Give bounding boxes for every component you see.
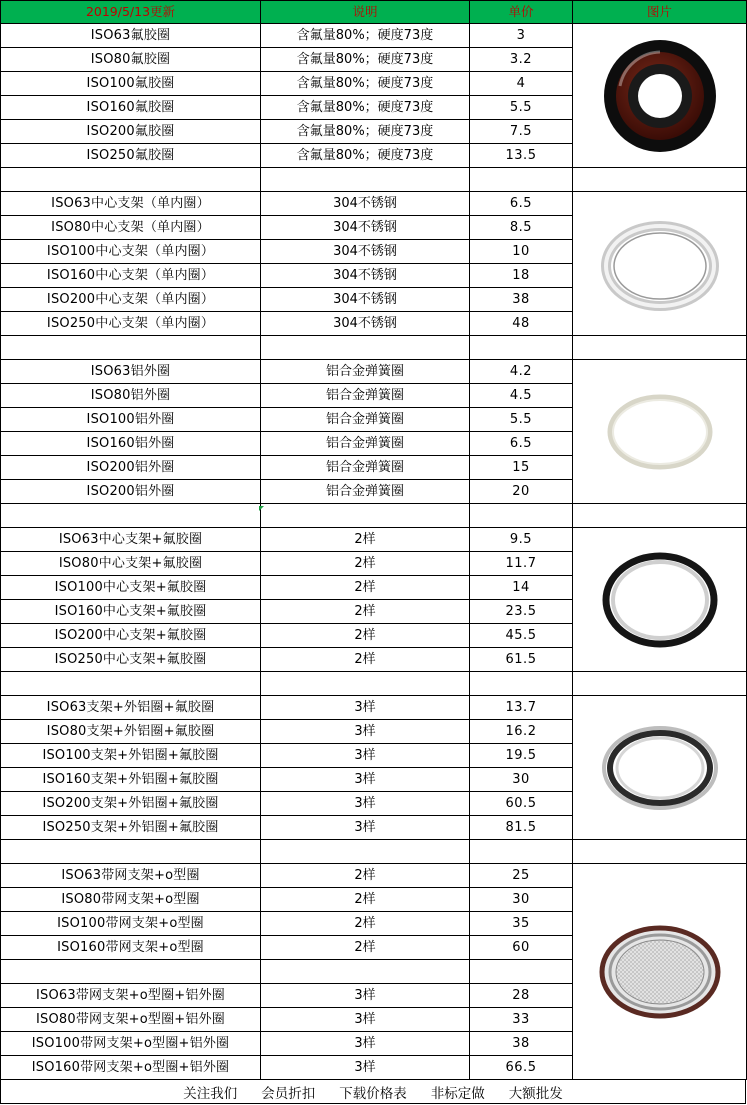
- product-description: 2样: [261, 648, 470, 672]
- product-name: ISO200中心支架（单内圈）: [1, 288, 261, 312]
- product-price: 13.7: [470, 696, 573, 720]
- product-price: 60: [470, 936, 573, 960]
- product-image-cell: [573, 24, 747, 168]
- product-price: 10: [470, 240, 573, 264]
- product-name: ISO63铝外圈: [1, 360, 261, 384]
- product-price: 25: [470, 864, 573, 888]
- table-row: [1, 864, 747, 888]
- product-name: ISO100带网支架+o型圈+铝外圈: [1, 1032, 261, 1056]
- product-description: 铝合金弹簧圈: [261, 384, 470, 408]
- mesh-center-ring-image: [573, 864, 746, 1079]
- custom-order-link[interactable]: 非标定做: [430, 1085, 485, 1102]
- product-description: 3样: [261, 768, 470, 792]
- spacer-row: [1, 672, 747, 696]
- product-name: ISO200氟胶圈: [1, 120, 261, 144]
- product-description: 304不锈钢: [261, 264, 470, 288]
- product-name: ISO200铝外圈: [1, 456, 261, 480]
- center-ring-outer-ring-oring-image: [573, 696, 746, 839]
- product-description: 含氟量80%；硬度73度: [261, 96, 470, 120]
- product-description: 3样: [261, 1008, 470, 1032]
- product-price: 5.5: [470, 408, 573, 432]
- spacer-row: [1, 840, 747, 864]
- product-description: 304不锈钢: [261, 216, 470, 240]
- product-description: 含氟量80%；硬度73度: [261, 48, 470, 72]
- cell-marker: [259, 506, 264, 511]
- product-price: 5.5: [470, 96, 573, 120]
- product-name: ISO63中心支架（单内圈）: [1, 192, 261, 216]
- table-row: [1, 696, 747, 720]
- product-description: 含氟量80%；硬度73度: [261, 72, 470, 96]
- download-price-list-link[interactable]: 下载价格表: [339, 1085, 407, 1102]
- product-name: ISO63支架+外铝圈+氟胶圈: [1, 696, 261, 720]
- table-row: [1, 192, 747, 216]
- product-image-cell: [573, 864, 747, 1080]
- product-price: 30: [470, 888, 573, 912]
- product-description: 3样: [261, 720, 470, 744]
- product-description: 3样: [261, 1032, 470, 1056]
- product-price: 81.5: [470, 816, 573, 840]
- product-price: 13.5: [470, 144, 573, 168]
- product-price: 20: [470, 480, 573, 504]
- product-price: 15: [470, 456, 573, 480]
- product-price: 7.5: [470, 120, 573, 144]
- product-description: 3样: [261, 696, 470, 720]
- header-unit-price: 单价: [470, 1, 573, 24]
- product-name: ISO160中心支架（单内圈）: [1, 264, 261, 288]
- product-price: 28: [470, 984, 573, 1008]
- product-price: 33: [470, 1008, 573, 1032]
- spacer-row: [1, 504, 747, 528]
- header-picture: 图片: [573, 1, 747, 24]
- product-description: 含氟量80%；硬度73度: [261, 120, 470, 144]
- product-price: 38: [470, 1032, 573, 1056]
- product-description: 铝合金弹簧圈: [261, 360, 470, 384]
- follow-us-link[interactable]: 关注我们: [183, 1085, 238, 1102]
- product-description: 2样: [261, 936, 470, 960]
- center-ring-with-oring-image: [573, 528, 746, 671]
- product-name: ISO63带网支架+o型圈: [1, 864, 261, 888]
- product-name: ISO63带网支架+o型圈+铝外圈: [1, 984, 261, 1008]
- product-name: ISO200中心支架+氟胶圈: [1, 624, 261, 648]
- product-name: ISO100支架+外铝圈+氟胶圈: [1, 744, 261, 768]
- spacer-row: [1, 336, 747, 360]
- product-description: 铝合金弹簧圈: [261, 480, 470, 504]
- product-name: ISO200支架+外铝圈+氟胶圈: [1, 792, 261, 816]
- product-description: 2样: [261, 552, 470, 576]
- table-row: [1, 528, 747, 552]
- product-name: ISO160中心支架+氟胶圈: [1, 600, 261, 624]
- product-name: ISO80中心支架+氟胶圈: [1, 552, 261, 576]
- product-name: ISO160铝外圈: [1, 432, 261, 456]
- header-row: [1, 1, 747, 24]
- product-price: 48: [470, 312, 573, 336]
- product-price: 14: [470, 576, 573, 600]
- product-price: 18: [470, 264, 573, 288]
- product-price: 60.5: [470, 792, 573, 816]
- product-name: ISO160氟胶圈: [1, 96, 261, 120]
- product-description: 3样: [261, 744, 470, 768]
- product-price: 4.5: [470, 384, 573, 408]
- bulk-wholesale-link[interactable]: 大额批发: [508, 1085, 563, 1102]
- header-update-date: 2019/5/13更新: [1, 1, 261, 24]
- product-description: 3样: [261, 792, 470, 816]
- product-description: 铝合金弹簧圈: [261, 408, 470, 432]
- product-name: ISO80支架+外铝圈+氟胶圈: [1, 720, 261, 744]
- product-description: 304不锈钢: [261, 312, 470, 336]
- product-name: ISO63中心支架+氟胶圈: [1, 528, 261, 552]
- steel-center-ring-image: [573, 192, 746, 335]
- spacer-row: [1, 168, 747, 192]
- product-description: 304不锈钢: [261, 240, 470, 264]
- product-description: 2样: [261, 624, 470, 648]
- product-description: 铝合金弹簧圈: [261, 456, 470, 480]
- product-name: ISO63氟胶圈: [1, 24, 261, 48]
- product-description: 2样: [261, 888, 470, 912]
- product-name: ISO80铝外圈: [1, 384, 261, 408]
- product-price: 4: [470, 72, 573, 96]
- product-name: ISO160带网支架+o型圈+铝外圈: [1, 1056, 261, 1080]
- product-description: 3样: [261, 1056, 470, 1080]
- product-description: 含氟量80%；硬度73度: [261, 24, 470, 48]
- product-name: ISO250中心支架（单内圈）: [1, 312, 261, 336]
- product-name: ISO250氟胶圈: [1, 144, 261, 168]
- product-name: ISO250中心支架+氟胶圈: [1, 648, 261, 672]
- product-price: 35: [470, 912, 573, 936]
- product-name: ISO160支架+外铝圈+氟胶圈: [1, 768, 261, 792]
- product-price: 3.2: [470, 48, 573, 72]
- product-price: 3: [470, 24, 573, 48]
- member-discount-link[interactable]: 会员折扣: [261, 1085, 316, 1102]
- fluororubber-oring-brown-image: [573, 24, 746, 167]
- aluminum-outer-ring-image: [573, 360, 746, 503]
- product-price: 19.5: [470, 744, 573, 768]
- product-description: 2样: [261, 912, 470, 936]
- product-name: ISO80中心支架（单内圈）: [1, 216, 261, 240]
- product-price: 30: [470, 768, 573, 792]
- product-price: 61.5: [470, 648, 573, 672]
- table-row: [1, 360, 747, 384]
- product-name: ISO100铝外圈: [1, 408, 261, 432]
- product-description: 304不锈钢: [261, 288, 470, 312]
- product-image-cell: [573, 192, 747, 336]
- product-name: ISO100中心支架+氟胶圈: [1, 576, 261, 600]
- product-price: 9.5: [470, 528, 573, 552]
- product-name: ISO250支架+外铝圈+氟胶圈: [1, 816, 261, 840]
- product-price: 6.5: [470, 432, 573, 456]
- product-description: 含氟量80%；硬度73度: [261, 144, 470, 168]
- product-name: ISO200铝外圈: [1, 480, 261, 504]
- header-description: 说明: [261, 1, 470, 24]
- product-name: ISO160带网支架+o型圈: [1, 936, 261, 960]
- product-description: 304不锈钢: [261, 192, 470, 216]
- product-name: ISO80氟胶圈: [1, 48, 261, 72]
- product-name: ISO80带网支架+o型圈+铝外圈: [1, 1008, 261, 1032]
- product-description: 2样: [261, 528, 470, 552]
- product-image-cell: [573, 696, 747, 840]
- product-price: 4.2: [470, 360, 573, 384]
- product-description: 2样: [261, 576, 470, 600]
- product-image-cell: [573, 528, 747, 672]
- product-image-cell: [573, 360, 747, 504]
- product-description: 铝合金弹簧圈: [261, 432, 470, 456]
- product-description: 3样: [261, 816, 470, 840]
- table-row: [1, 24, 747, 48]
- product-name: ISO100中心支架（单内圈）: [1, 240, 261, 264]
- product-name: ISO100氟胶圈: [1, 72, 261, 96]
- product-name: ISO100带网支架+o型圈: [1, 912, 261, 936]
- product-description: 2样: [261, 864, 470, 888]
- product-price: 16.2: [470, 720, 573, 744]
- product-price: 6.5: [470, 192, 573, 216]
- product-price: 38: [470, 288, 573, 312]
- footer-links: [0, 1080, 746, 1104]
- product-description: 2样: [261, 600, 470, 624]
- product-price: 8.5: [470, 216, 573, 240]
- product-price: 23.5: [470, 600, 573, 624]
- product-price: 45.5: [470, 624, 573, 648]
- product-name: ISO80带网支架+o型圈: [1, 888, 261, 912]
- product-description: 3样: [261, 984, 470, 1008]
- product-price: 66.5: [470, 1056, 573, 1080]
- product-price: 11.7: [470, 552, 573, 576]
